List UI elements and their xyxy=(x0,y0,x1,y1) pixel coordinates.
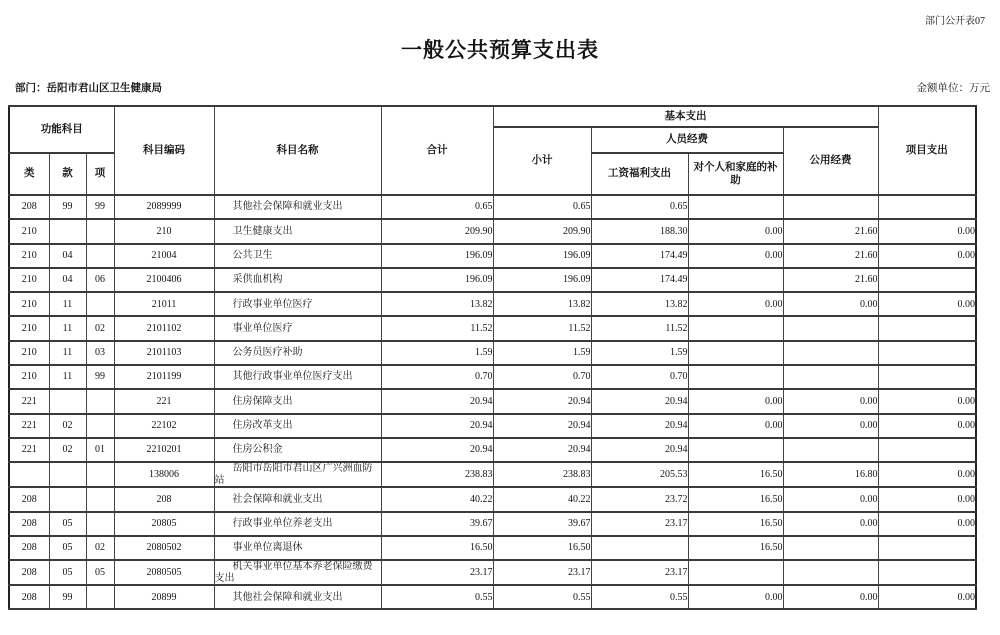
cell-total: 1.59 xyxy=(381,341,493,365)
cell-subsidy: 0.00 xyxy=(688,292,783,316)
cell-subtotal: 23.17 xyxy=(493,560,591,585)
header-subject-name: 科目名称 xyxy=(214,106,381,195)
cell-subtotal: 196.09 xyxy=(493,244,591,268)
meta-row xyxy=(15,80,990,95)
header-individual-family-subsidy: 对个人和家庭的补助 xyxy=(688,153,783,195)
cell-xiang: 01 xyxy=(86,438,114,462)
cell-kuan: 99 xyxy=(49,585,86,609)
cell-subtotal: 0.70 xyxy=(493,365,591,389)
cell-kuan xyxy=(49,219,86,243)
cell-kuan: 04 xyxy=(49,244,86,268)
table-header xyxy=(9,106,976,195)
cell-wage: 0.65 xyxy=(591,195,688,219)
cell-project: 0.00 xyxy=(878,219,976,243)
cell-project: 0.00 xyxy=(878,512,976,536)
cell-subsidy: 0.00 xyxy=(688,219,783,243)
cell-name: 公务员医疗补助 xyxy=(214,341,381,365)
cell-total: 13.82 xyxy=(381,292,493,316)
cell-public xyxy=(783,341,878,365)
cell-code: 2100406 xyxy=(114,268,214,292)
cell-total: 196.09 xyxy=(381,268,493,292)
header-personnel-funds: 人员经费 xyxy=(591,127,783,153)
cell-lei: 210 xyxy=(9,365,49,389)
cell-kuan: 11 xyxy=(49,365,86,389)
cell-xiang xyxy=(86,219,114,243)
cell-lei: 210 xyxy=(9,316,49,340)
cell-total: 23.17 xyxy=(381,560,493,585)
cell-public xyxy=(783,316,878,340)
cell-lei: 210 xyxy=(9,292,49,316)
cell-total: 209.90 xyxy=(381,219,493,243)
cell-xiang: 05 xyxy=(86,560,114,585)
cell-lei: 208 xyxy=(9,512,49,536)
cell-xiang xyxy=(86,462,114,487)
cell-project xyxy=(878,560,976,585)
cell-project: 0.00 xyxy=(878,414,976,438)
department-label: 部门：岳阳市君山区卫生健康局 xyxy=(15,83,162,94)
cell-lei: 210 xyxy=(9,341,49,365)
cell-subsidy xyxy=(688,365,783,389)
cell-wage: 188.30 xyxy=(591,219,688,243)
cell-subtotal: 11.52 xyxy=(493,316,591,340)
cell-code: 2210201 xyxy=(114,438,214,462)
cell-code: 22102 xyxy=(114,414,214,438)
cell-lei: 221 xyxy=(9,389,49,413)
cell-subtotal: 39.67 xyxy=(493,512,591,536)
cell-kuan: 05 xyxy=(49,512,86,536)
cell-kuan: 02 xyxy=(49,438,86,462)
header-public-funds: 公用经费 xyxy=(783,127,878,195)
cell-code: 2101103 xyxy=(114,341,214,365)
cell-xiang xyxy=(86,414,114,438)
cell-name: 住房公积金 xyxy=(214,438,381,462)
table-row xyxy=(9,487,976,511)
cell-code: 221 xyxy=(114,389,214,413)
cell-subsidy: 0.00 xyxy=(688,414,783,438)
cell-project xyxy=(878,365,976,389)
cell-wage: 11.52 xyxy=(591,316,688,340)
cell-kuan: 11 xyxy=(49,292,86,316)
cell-subtotal: 40.22 xyxy=(493,487,591,511)
cell-kuan: 04 xyxy=(49,268,86,292)
cell-project xyxy=(878,195,976,219)
cell-subsidy: 0.00 xyxy=(688,585,783,609)
cell-lei: 208 xyxy=(9,536,49,560)
cell-code: 2101102 xyxy=(114,316,214,340)
cell-name: 行政事业单位医疗 xyxy=(214,292,381,316)
table-row xyxy=(9,219,976,243)
cell-xiang: 06 xyxy=(86,268,114,292)
cell-public: 0.00 xyxy=(783,414,878,438)
cell-public: 0.00 xyxy=(783,512,878,536)
cell-lei: 210 xyxy=(9,219,49,243)
header-wage-welfare: 工资福利支出 xyxy=(591,153,688,195)
cell-subsidy: 16.50 xyxy=(688,462,783,487)
cell-wage: 0.55 xyxy=(591,585,688,609)
table-row xyxy=(9,512,976,536)
cell-xiang xyxy=(86,512,114,536)
cell-public xyxy=(783,560,878,585)
cell-name: 住房保障支出 xyxy=(214,389,381,413)
cell-public: 16.80 xyxy=(783,462,878,487)
cell-public: 21.60 xyxy=(783,219,878,243)
cell-xiang xyxy=(86,292,114,316)
cell-project xyxy=(878,341,976,365)
table-row xyxy=(9,389,976,413)
table-row xyxy=(9,414,976,438)
cell-subsidy: 16.50 xyxy=(688,512,783,536)
cell-total: 20.94 xyxy=(381,389,493,413)
table-row xyxy=(9,268,976,292)
cell-public: 0.00 xyxy=(783,292,878,316)
cell-wage: 205.53 xyxy=(591,462,688,487)
cell-lei: 208 xyxy=(9,195,49,219)
cell-project: 0.00 xyxy=(878,292,976,316)
amount-unit-label: 金额单位：万元 xyxy=(916,83,990,94)
cell-kuan: 11 xyxy=(49,316,86,340)
cell-code: 20899 xyxy=(114,585,214,609)
cell-project xyxy=(878,438,976,462)
cell-subsidy: 16.50 xyxy=(688,536,783,560)
cell-code: 2089999 xyxy=(114,195,214,219)
cell-project xyxy=(878,316,976,340)
cell-public: 0.00 xyxy=(783,389,878,413)
table-row xyxy=(9,341,976,365)
cell-lei: 208 xyxy=(9,560,49,585)
cell-subsidy xyxy=(688,195,783,219)
cell-code: 21004 xyxy=(114,244,214,268)
cell-public: 0.00 xyxy=(783,585,878,609)
header-category: 类 xyxy=(9,153,49,195)
cell-subsidy xyxy=(688,316,783,340)
header-item: 款 xyxy=(49,153,86,195)
cell-lei: 208 xyxy=(9,487,49,511)
header-total: 合计 xyxy=(381,106,493,195)
cell-public: 21.60 xyxy=(783,244,878,268)
cell-subsidy xyxy=(688,268,783,292)
table-row xyxy=(9,316,976,340)
cell-name: 行政事业单位养老支出 xyxy=(214,512,381,536)
cell-xiang: 03 xyxy=(86,341,114,365)
cell-project: 0.00 xyxy=(878,462,976,487)
cell-name: 事业单位医疗 xyxy=(214,316,381,340)
cell-total: 0.70 xyxy=(381,365,493,389)
cell-xiang: 99 xyxy=(86,365,114,389)
cell-code: 2080505 xyxy=(114,560,214,585)
cell-xiang xyxy=(86,585,114,609)
cell-code: 2080502 xyxy=(114,536,214,560)
cell-lei xyxy=(9,462,49,487)
cell-public xyxy=(783,536,878,560)
cell-wage: 0.70 xyxy=(591,365,688,389)
cell-name: 事业单位离退休 xyxy=(214,536,381,560)
cell-xiang: 02 xyxy=(86,316,114,340)
cell-xiang xyxy=(86,487,114,511)
cell-kuan: 05 xyxy=(49,536,86,560)
cell-code: 210 xyxy=(114,219,214,243)
form-number-label: 部门公开表07 xyxy=(925,16,985,27)
cell-name: 其他社会保障和就业支出 xyxy=(214,585,381,609)
table-body xyxy=(9,195,976,609)
cell-subtotal: 196.09 xyxy=(493,268,591,292)
cell-lei: 210 xyxy=(9,268,49,292)
cell-public xyxy=(783,195,878,219)
table-row xyxy=(9,195,976,219)
cell-subsidy xyxy=(688,560,783,585)
cell-name: 卫生健康支出 xyxy=(214,219,381,243)
cell-xiang: 99 xyxy=(86,195,114,219)
table-row xyxy=(9,244,976,268)
cell-project xyxy=(878,268,976,292)
cell-lei: 210 xyxy=(9,244,49,268)
table-row xyxy=(9,292,976,316)
cell-lei: 208 xyxy=(9,585,49,609)
cell-lei: 221 xyxy=(9,414,49,438)
cell-name: 住房改革支出 xyxy=(214,414,381,438)
cell-name: 机关事业单位基本养老保险缴费支出 xyxy=(214,560,381,585)
cell-code: 21011 xyxy=(114,292,214,316)
header-function-subject: 功能科目 xyxy=(9,106,114,153)
cell-name: 其他行政事业单位医疗支出 xyxy=(214,365,381,389)
cell-subtotal: 20.94 xyxy=(493,389,591,413)
cell-name: 其他社会保障和就业支出 xyxy=(214,195,381,219)
page-title: 一般公共预算支出表 xyxy=(401,38,599,62)
cell-wage: 20.94 xyxy=(591,414,688,438)
table-row xyxy=(9,585,976,609)
cell-total: 0.65 xyxy=(381,195,493,219)
cell-wage: 23.72 xyxy=(591,487,688,511)
table-row xyxy=(9,560,976,585)
cell-wage: 1.59 xyxy=(591,341,688,365)
expenditure-table xyxy=(8,105,977,610)
cell-code: 138006 xyxy=(114,462,214,487)
cell-subsidy xyxy=(688,438,783,462)
cell-public: 0.00 xyxy=(783,487,878,511)
cell-project: 0.00 xyxy=(878,389,976,413)
cell-total: 196.09 xyxy=(381,244,493,268)
cell-subtotal: 238.83 xyxy=(493,462,591,487)
cell-subsidy: 16.50 xyxy=(688,487,783,511)
cell-xiang xyxy=(86,244,114,268)
cell-code: 20805 xyxy=(114,512,214,536)
cell-subtotal: 20.94 xyxy=(493,438,591,462)
cell-subtotal: 13.82 xyxy=(493,292,591,316)
cell-code: 2101199 xyxy=(114,365,214,389)
header-project-expenditure: 项目支出 xyxy=(878,106,976,195)
table-row xyxy=(9,536,976,560)
cell-name: 岳阳市岳阳市君山区广兴洲血防站 xyxy=(214,462,381,487)
cell-kuan: 02 xyxy=(49,414,86,438)
cell-kuan: 99 xyxy=(49,195,86,219)
cell-project: 0.00 xyxy=(878,487,976,511)
cell-name: 社会保障和就业支出 xyxy=(214,487,381,511)
header-basic-expenditure: 基本支出 xyxy=(493,106,878,127)
header-subtotal: 小计 xyxy=(493,127,591,195)
cell-project xyxy=(878,536,976,560)
cell-project: 0.00 xyxy=(878,244,976,268)
cell-subtotal: 0.55 xyxy=(493,585,591,609)
cell-total: 20.94 xyxy=(381,414,493,438)
cell-wage: 23.17 xyxy=(591,560,688,585)
cell-public xyxy=(783,438,878,462)
table-row xyxy=(9,462,976,487)
cell-kuan xyxy=(49,389,86,413)
cell-subtotal: 16.50 xyxy=(493,536,591,560)
table-row xyxy=(9,365,976,389)
cell-kuan: 05 xyxy=(49,560,86,585)
cell-wage: 20.94 xyxy=(591,389,688,413)
table-row xyxy=(9,438,976,462)
cell-wage: 174.49 xyxy=(591,244,688,268)
cell-subtotal: 1.59 xyxy=(493,341,591,365)
header-subject-code: 科目编码 xyxy=(114,106,214,195)
cell-kuan: 11 xyxy=(49,341,86,365)
cell-wage xyxy=(591,536,688,560)
cell-name: 采供血机构 xyxy=(214,268,381,292)
cell-name: 公共卫生 xyxy=(214,244,381,268)
cell-subsidy xyxy=(688,341,783,365)
header-sub-item: 项 xyxy=(86,153,114,195)
cell-total: 0.55 xyxy=(381,585,493,609)
cell-total: 238.83 xyxy=(381,462,493,487)
cell-subtotal: 0.65 xyxy=(493,195,591,219)
cell-kuan xyxy=(49,487,86,511)
cell-total: 16.50 xyxy=(381,536,493,560)
cell-wage: 174.49 xyxy=(591,268,688,292)
cell-total: 40.22 xyxy=(381,487,493,511)
cell-total: 20.94 xyxy=(381,438,493,462)
cell-subtotal: 20.94 xyxy=(493,414,591,438)
cell-public: 21.60 xyxy=(783,268,878,292)
cell-code: 208 xyxy=(114,487,214,511)
cell-project: 0.00 xyxy=(878,585,976,609)
cell-total: 11.52 xyxy=(381,316,493,340)
cell-public xyxy=(783,365,878,389)
cell-subsidy: 0.00 xyxy=(688,244,783,268)
cell-wage: 23.17 xyxy=(591,512,688,536)
cell-subsidy: 0.00 xyxy=(688,389,783,413)
cell-lei: 221 xyxy=(9,438,49,462)
cell-wage: 20.94 xyxy=(591,438,688,462)
cell-xiang xyxy=(86,389,114,413)
cell-subtotal: 209.90 xyxy=(493,219,591,243)
cell-wage: 13.82 xyxy=(591,292,688,316)
cell-xiang: 02 xyxy=(86,536,114,560)
cell-kuan xyxy=(49,462,86,487)
cell-total: 39.67 xyxy=(381,512,493,536)
